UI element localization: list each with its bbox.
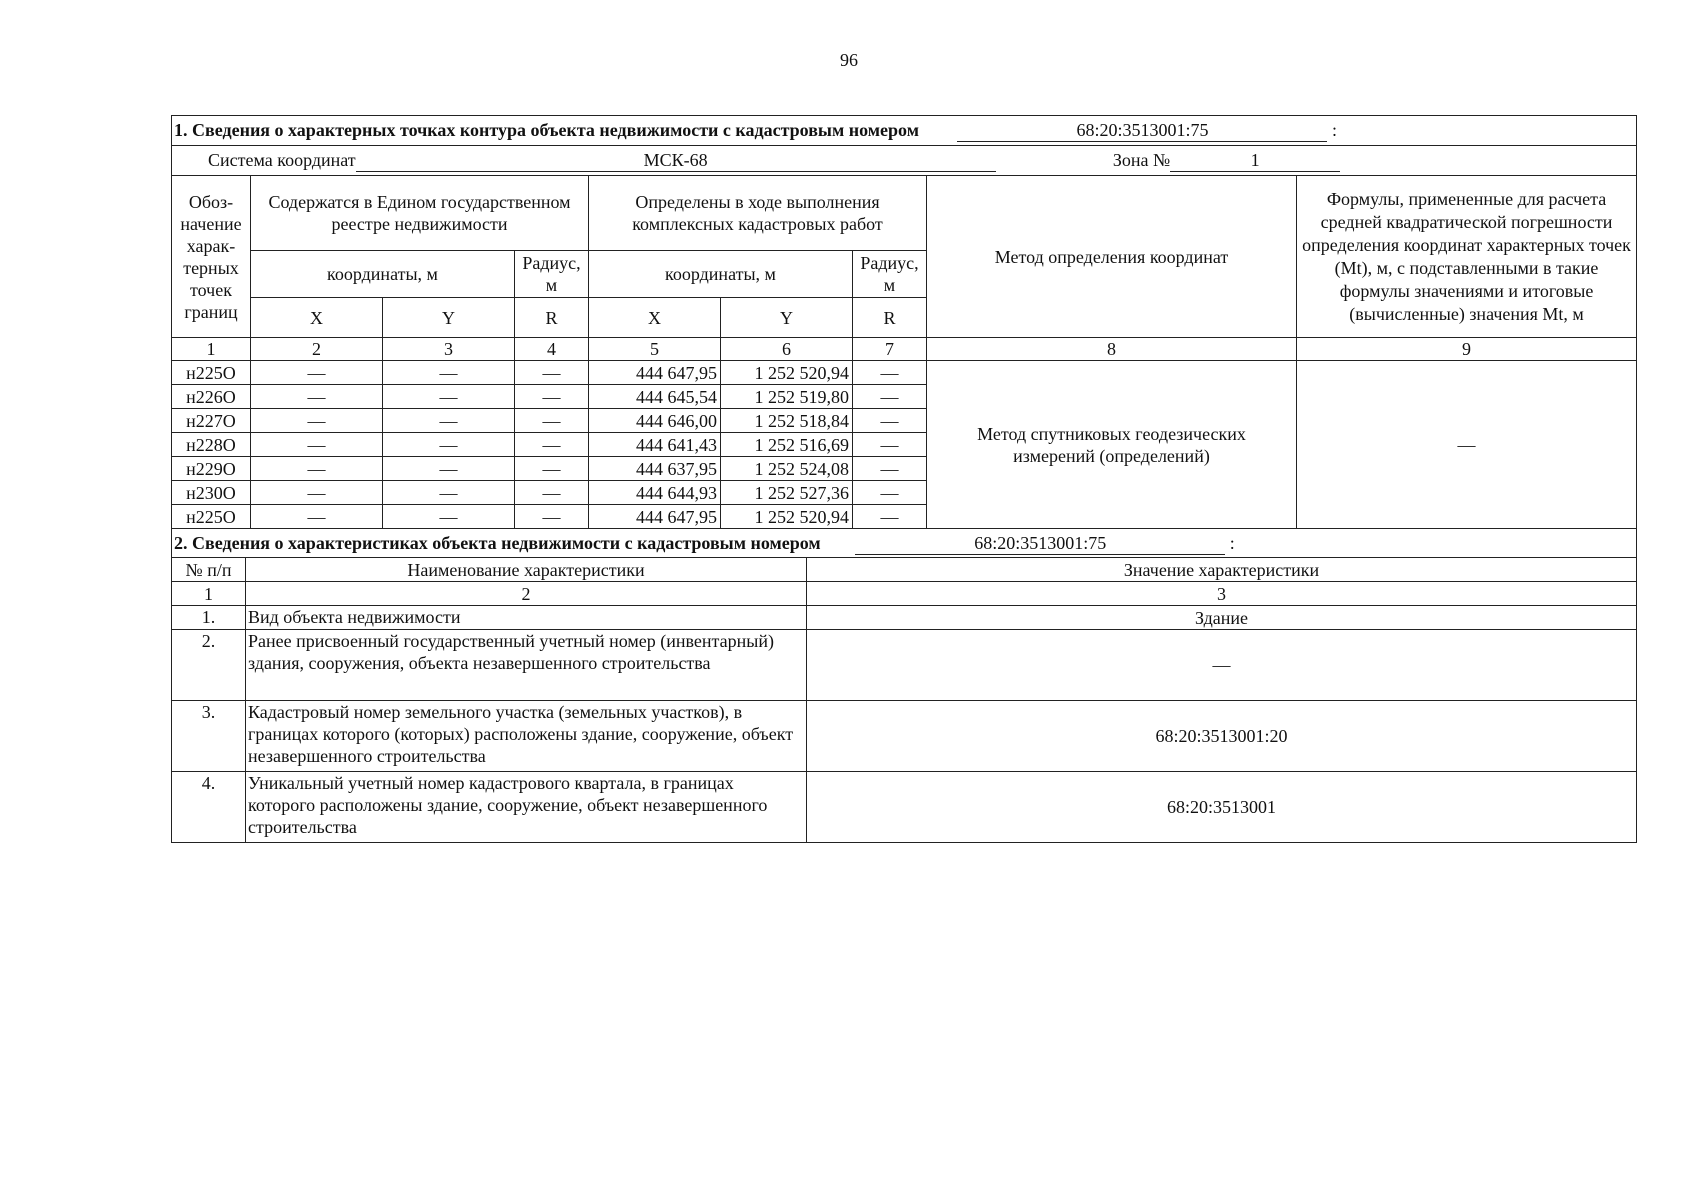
col-number: 3 [383, 338, 515, 361]
char-value: — [807, 630, 1637, 701]
defined-r: — [853, 433, 927, 457]
header-name: Наименование характеристики [246, 558, 807, 582]
characteristic-row [172, 630, 1637, 701]
defined-y: 1 252 524,08 [721, 457, 853, 481]
page-number: 96 [840, 50, 858, 70]
section1-table [171, 115, 1637, 529]
egrn-r: — [515, 409, 589, 433]
char-num: 1. [172, 606, 246, 630]
characteristic-row [172, 606, 1637, 630]
egrn-r: — [515, 385, 589, 409]
defined-r: — [853, 481, 927, 505]
header-y1: Y [383, 298, 515, 338]
defined-y: 1 252 519,80 [721, 385, 853, 409]
defined-x: 444 647,95 [589, 361, 721, 385]
egrn-x: — [251, 457, 383, 481]
point-id: н230О [172, 481, 251, 505]
char-name: Уникальный учетный номер кадастрового квартала, в границах которого расположены здание, сооружение, объект незавершенного строительства [246, 772, 807, 843]
char-value: 68:20:3513001 [807, 772, 1637, 843]
document-body [171, 115, 1636, 843]
section1-title: 1. Сведения о характерных точках контура объекта недвижимости с кадастровым номером [174, 120, 919, 140]
col-number: 7 [853, 338, 927, 361]
col-number: 1 [172, 338, 251, 361]
column-numbers-row [172, 338, 1637, 361]
point-row [172, 361, 1637, 385]
egrn-r: — [515, 433, 589, 457]
col-number: 2 [246, 582, 807, 606]
section2-colon: : [1229, 532, 1235, 553]
coord-system-label: Система координат [208, 150, 356, 170]
defined-r: — [853, 409, 927, 433]
header-egrn: Содержатся в Едином государственном реестре недвижимости [251, 176, 589, 251]
egrn-x: — [251, 481, 383, 505]
section1-title-row [172, 116, 1637, 146]
point-id: н226О [172, 385, 251, 409]
defined-x: 444 644,93 [589, 481, 721, 505]
defined-y: 1 252 520,94 [721, 361, 853, 385]
section2-cadastral-number: 68:20:3513001:75 [855, 532, 1225, 555]
col-number: 8 [927, 338, 1297, 361]
egrn-y: — [383, 361, 515, 385]
zone-value: 1 [1170, 149, 1340, 172]
defined-x: 444 645,54 [589, 385, 721, 409]
egrn-r: — [515, 361, 589, 385]
char-name: Вид объекта недвижимости [246, 606, 807, 630]
point-id: н225О [172, 361, 251, 385]
section2-title-row [172, 529, 1637, 558]
egrn-r: — [515, 457, 589, 481]
header-value: Значение характеристики [807, 558, 1637, 582]
egrn-y: — [383, 505, 515, 529]
header-r1: R [515, 298, 589, 338]
column-numbers-row [172, 582, 1637, 606]
egrn-r: — [515, 481, 589, 505]
egrn-y: — [383, 385, 515, 409]
point-id: н228О [172, 433, 251, 457]
header-defined-radius: Радиус, м [853, 251, 927, 298]
header-x2: X [589, 298, 721, 338]
egrn-y: — [383, 433, 515, 457]
defined-x: 444 641,43 [589, 433, 721, 457]
header-r2: R [853, 298, 927, 338]
char-name: Ранее присвоенный государственный учетный номер (инвентарный) здания, сооружения, объекта незавершенного строительства [246, 630, 807, 701]
col-number: 4 [515, 338, 589, 361]
egrn-y: — [383, 481, 515, 505]
defined-x: 444 637,95 [589, 457, 721, 481]
char-value: Здание [807, 606, 1637, 630]
header-egrn-coords: координаты, м [251, 251, 515, 298]
col-number: 6 [721, 338, 853, 361]
char-num: 3. [172, 701, 246, 772]
characteristic-row [172, 701, 1637, 772]
point-id: н225О [172, 505, 251, 529]
char-value: 68:20:3513001:20 [807, 701, 1637, 772]
egrn-x: — [251, 433, 383, 457]
defined-x: 444 646,00 [589, 409, 721, 433]
header-egrn-radius: Радиус, м [515, 251, 589, 298]
col-number: 1 [172, 582, 246, 606]
header-designation: Обоз- начение харак- терных точек границ [172, 176, 251, 338]
defined-r: — [853, 457, 927, 481]
header-x1: X [251, 298, 383, 338]
egrn-r: — [515, 505, 589, 529]
egrn-y: — [383, 457, 515, 481]
header-defined-coords: координаты, м [589, 251, 853, 298]
characteristic-row [172, 772, 1637, 843]
egrn-x: — [251, 505, 383, 529]
section1-colon: : [1331, 120, 1337, 140]
method-value: Метод спутниковых геодезических измерений (определений) [927, 361, 1297, 529]
col-number: 9 [1297, 338, 1637, 361]
section1-cadastral-number: 68:20:3513001:75 [957, 119, 1327, 142]
defined-r: — [853, 361, 927, 385]
char-num: 4. [172, 772, 246, 843]
egrn-x: — [251, 409, 383, 433]
defined-y: 1 252 520,94 [721, 505, 853, 529]
coord-system-value: МСК-68 [356, 149, 996, 172]
point-id: н229О [172, 457, 251, 481]
char-num: 2. [172, 630, 246, 701]
defined-y: 1 252 527,36 [721, 481, 853, 505]
zone-label: Зона № [1112, 150, 1171, 170]
coord-system-row [172, 146, 1637, 176]
egrn-y: — [383, 409, 515, 433]
point-id: н227О [172, 409, 251, 433]
section2-title: 2. Сведения о характеристиках объекта недвижимости с кадастровым номером [174, 532, 821, 553]
header-num: № п/п [172, 558, 246, 582]
defined-r: — [853, 385, 927, 409]
header-formulas: Формулы, примененные для расчета средней квадратической погрешности определения координат характерных точек (Mt), м, с подставленными в такие формулы значениями и итоговые (вычисленные) значения Mt, м [1297, 176, 1637, 338]
col-number: 3 [807, 582, 1637, 606]
col-number: 5 [589, 338, 721, 361]
defined-x: 444 647,95 [589, 505, 721, 529]
defined-r: — [853, 505, 927, 529]
header-defined: Определены в ходе выполнения комплексных кадастровых работ [589, 176, 927, 251]
section2-table [171, 528, 1637, 843]
formulas-value: — [1297, 361, 1637, 529]
egrn-x: — [251, 385, 383, 409]
defined-y: 1 252 518,84 [721, 409, 853, 433]
col-number: 2 [251, 338, 383, 361]
char-name: Кадастровый номер земельного участка (земельных участков), в границах которого (которых) расположены здание, сооружение, объект незавершенного строительства [246, 701, 807, 772]
defined-y: 1 252 516,69 [721, 433, 853, 457]
egrn-x: — [251, 361, 383, 385]
header-method: Метод определения координат [927, 176, 1297, 338]
header-y2: Y [721, 298, 853, 338]
